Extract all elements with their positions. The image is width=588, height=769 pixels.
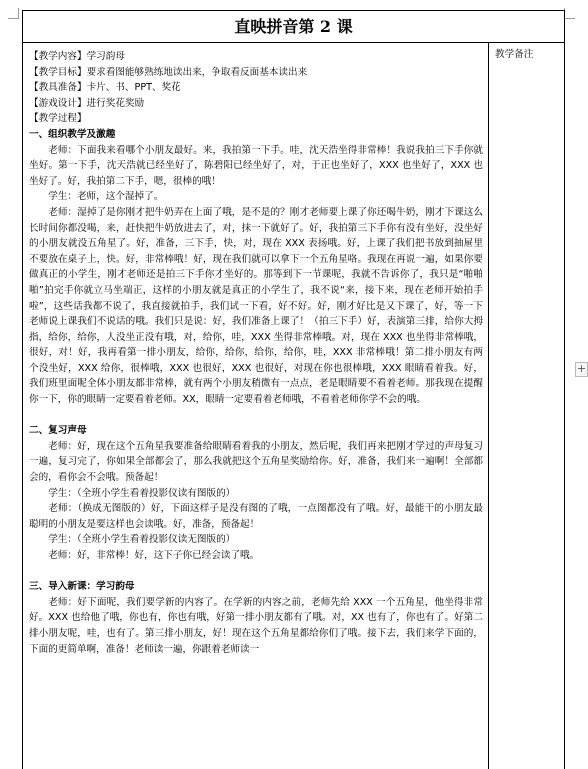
crop-mark-top-left: [8, 8, 19, 19]
paragraph: 老师：好，非常棒！好，这下子你已经会读了哦。: [48, 550, 260, 561]
section-heading: 二、复习声母: [29, 425, 87, 437]
lesson-content-cell[interactable]: [23, 43, 489, 769]
info-label: 【游戏设计】: [29, 97, 87, 109]
paragraph: 老师：湿掉了是你刚才把牛奶弄在上面了哦，是不是的？刚才老师要上课了你还喝牛奶，刚才下课这么长时间你都没喝，来，赶快把牛奶放进去了，对，抹一下就好了。好，我拍第三下手你有没有坐好，没坐好的小朋友就没五角星了。好，准备，三下手，快，对，现在 XXX 表扬哦。好，上课了我们把书放到抽屉里不要放在桌子上，快。好，非常棒哦！好，现在我们就可以拿下一个五角星咯。我现在再说一遍，如果你要做真正的小学生，刚才老师还是拍三下手你才坐好的。那等到下一节课呢，我就不告诉你了，我只是“啪啪啪”拍完手你就立马坐端正，这样的小朋友就是真正的小学生了，我不说“来，接下来，现在老师开始拍手啦”，这些话我都不说了，我直接就拍手，我们试一下看，好不好。好，刚才好比是又下课了，好，等一下老师说上课我们不说话的哦。我们只是说：好，我们准备上课了！（拍三下手）好，表演第三排，给你大拇指，给你，给你，人没坐正没有哦，对，给你，哇，XXX 坐得非常棒哦。对，现在 XXX 也坐得非常棒哦，很好，对！好，我再看第一排小朋友，给你，给你，给你，给你，哇，XXX 非常棒哦！第二排小朋友有两个没坐好，XXX 给你，很棒哦，XXX 也很好，XXX 也很好，对现在你也很棒哦，XXX 眼睛看着我。好，我们班里面呢全体小朋友都非常棒，就有两个小朋友稍微有一点点，老是眼睛要不看着老师。那我现在提醒你一下，你的眼睛一定要看着老师。XX，眼睛一定要看着老师哦，不看着老师你学不会的哦。: [29, 206, 483, 406]
paragraph: 老师：好，现在这个五角星我要准备给眼睛看着我的小朋友，然后呢，我们再来把刚才学过的声母复习一遍，复习完了，你如果全部都会了，那么我就把这个五角星奖励给你。好，准备，我们来一遍啊！全部都会的，看你会不会哦。预备起！: [29, 440, 483, 484]
info-value: 学习韵母: [86, 51, 125, 62]
info-label: 【教具准备】: [29, 82, 87, 94]
add-row-handle[interactable]: +: [576, 362, 587, 375]
info-label: 【教学内容】: [29, 51, 87, 62]
paragraph: 老师：（换成无图版的）好，下面这样子是没有图的了哦，一点图都没有了哦。好，最能干的小朋友最聪明的小朋友是要这样也会读哦。好，准备，预备起！: [29, 503, 483, 530]
info-value: 进行奖花奖励: [86, 97, 145, 109]
info-line-goals: [29, 65, 483, 81]
info-label: 【教学过程】: [29, 113, 87, 125]
lesson-table: [22, 10, 565, 769]
info-line-materials: [29, 80, 483, 96]
paragraph: 学生：（全班小学生看着投影仪读无图版的）: [48, 534, 236, 546]
blank-line: [29, 408, 483, 424]
document-title: 直映拼音第 2 课: [23, 11, 564, 43]
paragraph: 老师：下面我来看哪个小朋友最好。来，我拍第一下手。哇，沈天浩坐得非常棒！我说我拍三下手你就坐好。第一下手，沈天浩就已经坐好了，陈碧阳已经坐好了，对，于正也坐好了，XXX 也坐好了，XXX 也坐好了。好，我拍第二下手，嗯，很棒的哦！: [29, 144, 483, 187]
info-label: 【教学目标】: [29, 66, 87, 78]
paragraph: 学生：老师，这个湿掉了。: [48, 191, 164, 203]
paragraph: 学生：（全班小学生看着投影仪读有图版的）: [48, 487, 236, 499]
info-line-content: [29, 49, 483, 65]
blank-line: [29, 564, 483, 580]
info-line-game: [29, 96, 483, 112]
info-line-process: [29, 111, 483, 127]
crop-mark-top-right: [564, 8, 575, 19]
info-value: 卡片、书、PPT、奖花: [86, 82, 181, 94]
paragraph: 老师：好下面呢，我们要学新的内容了。在学新的内容之前，老师先给 XXX 一个五角星，他坐得非常好。XXX 也给他了哦，你也有，你也有哦，好第一排小朋友都有了哦。对，XX 也有了，你也有了。好第二排小朋友呢，哇，也有了。第三排小朋友，好！现在这个五角星都给你们了哦。接下去，我们来学下面的，下面的更简单啊，准备！老师读一遍，你跟着老师读一: [29, 596, 483, 655]
notes-header: 教学备注: [495, 49, 534, 60]
teaching-notes-cell[interactable]: [489, 43, 564, 769]
info-value: 要求看图能够熟练地读出来，争取看反面基本读出来: [86, 66, 308, 78]
section-heading: 三、导入新课：学习韵母: [29, 581, 135, 593]
section-heading: 一、组织教学及激趣: [29, 128, 116, 140]
table-body-row: [23, 43, 564, 769]
